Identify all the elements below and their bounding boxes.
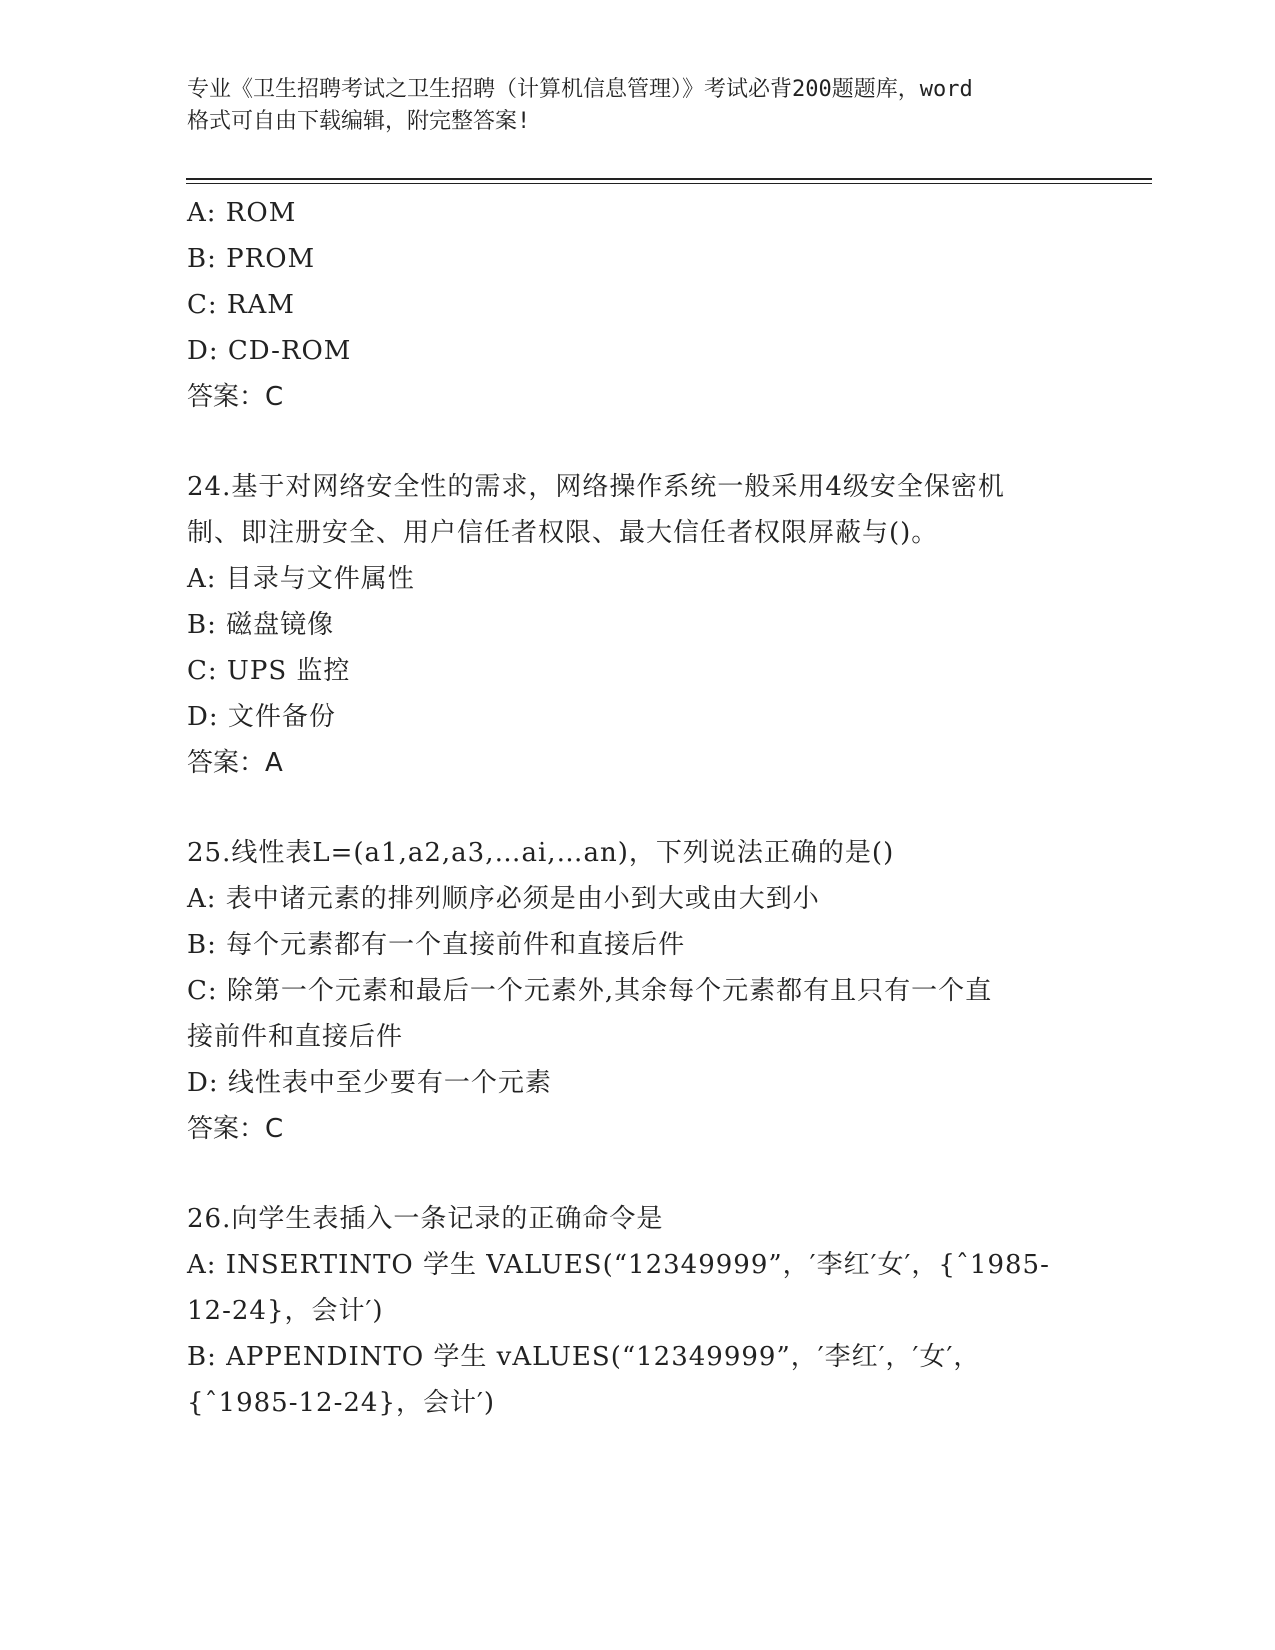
header-line-2: 格式可自由下载编辑，附完整答案! bbox=[187, 109, 531, 134]
answer-line: 答案：A bbox=[187, 748, 283, 778]
question-text-line: 26.向学生表插入一条记录的正确命令是 bbox=[187, 1204, 664, 1234]
question-block-23 bbox=[187, 190, 1087, 420]
option-a: A: 目录与文件属性 bbox=[187, 564, 415, 594]
option-a: A: INSERTINTO 学生 VALUES(“12349999”，′李红′女′，{ˆ1985- bbox=[187, 1250, 1050, 1280]
header-divider-thick bbox=[186, 178, 1152, 180]
question-block-26 bbox=[187, 1196, 1087, 1426]
question-block-24 bbox=[187, 464, 1087, 786]
option-d: D: CD-ROM bbox=[187, 336, 352, 366]
option-d: D: 线性表中至少要有一个元素 bbox=[187, 1068, 552, 1098]
header-divider-thin bbox=[186, 183, 1152, 184]
question-text-line: 25.线性表L=(a1,a2,a3,…ai,…an)，下列说法正确的是() bbox=[187, 838, 895, 868]
question-content bbox=[187, 190, 1087, 1426]
option-c-continued: 接前件和直接后件 bbox=[187, 1022, 404, 1052]
option-a-continued: 12-24}，会计′) bbox=[187, 1296, 384, 1326]
option-b: B: 每个元素都有一个直接前件和直接后件 bbox=[187, 930, 686, 960]
option-b-continued: {ˆ1985-12-24}，会计′) bbox=[187, 1388, 496, 1418]
answer-line: 答案：C bbox=[187, 382, 284, 412]
question-block-25 bbox=[187, 830, 1087, 1152]
question-text-line: 24.基于对网络安全性的需求，网络操作系统一般采用4级安全保密机 bbox=[187, 472, 1005, 502]
option-a: A: 表中诸元素的排列顺序必须是由小到大或由大到小 bbox=[187, 884, 820, 914]
option-b: B: PROM bbox=[187, 244, 316, 274]
option-c: C: 除第一个元素和最后一个元素外,其余每个元素都有且只有一个直 bbox=[187, 976, 993, 1006]
option-c: C: RAM bbox=[187, 290, 295, 320]
document-header bbox=[187, 74, 1107, 138]
option-b: B: APPENDINTO 学生 vALUES(“12349999”，′李红′，′女′， bbox=[187, 1342, 981, 1372]
question-text-line: 制、即注册安全、用户信任者权限、最大信任者权限屏蔽与()。 bbox=[187, 518, 939, 548]
option-a: A: ROM bbox=[187, 198, 297, 228]
option-d: D: 文件备份 bbox=[187, 702, 336, 732]
option-c: C: UPS 监控 bbox=[187, 656, 351, 686]
option-b: B: 磁盘镜像 bbox=[187, 610, 335, 640]
header-line-1: 专业《卫生招聘考试之卫生招聘（计算机信息管理）》考试必背200题题库，word bbox=[187, 77, 973, 102]
answer-line: 答案：C bbox=[187, 1114, 284, 1144]
